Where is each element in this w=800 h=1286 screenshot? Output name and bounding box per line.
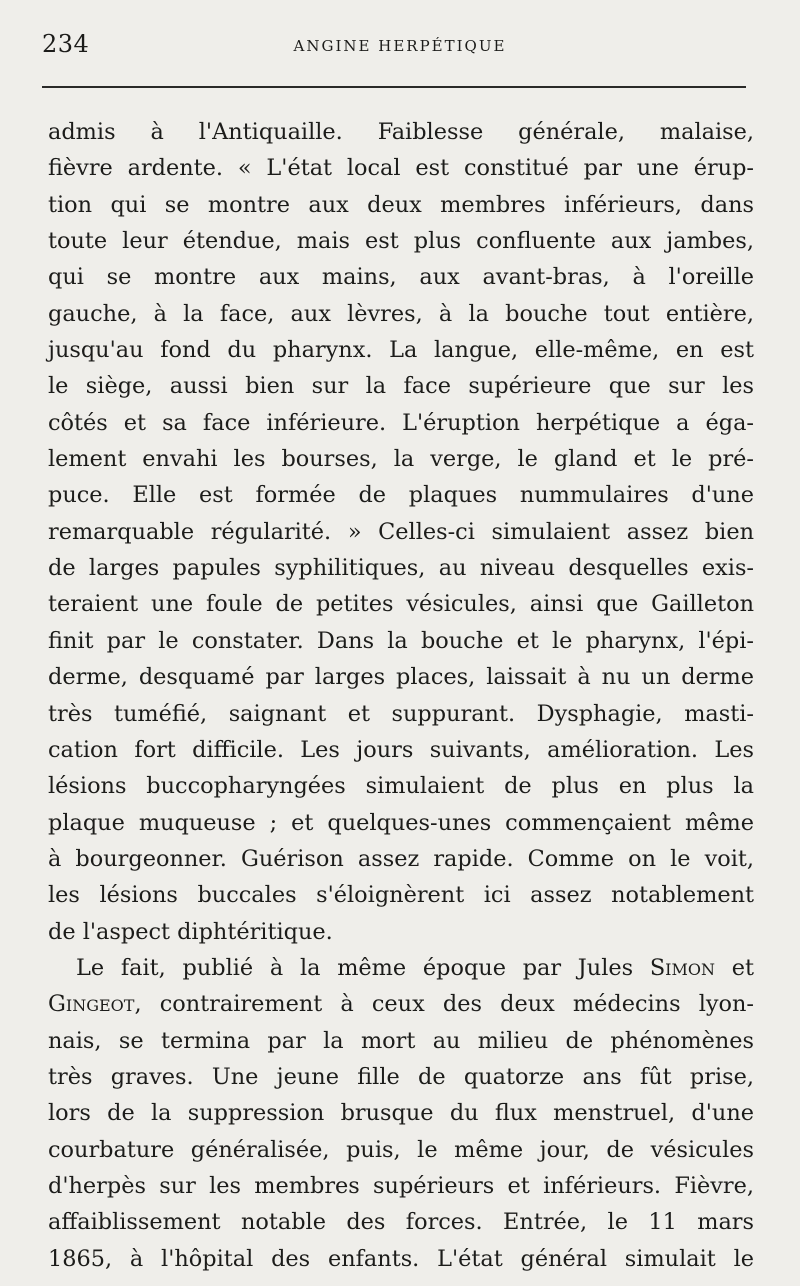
text-line: lésions buccopharyngées simulaient de plus en plus la bbox=[48, 773, 754, 800]
text-line: qui se montre aux mains, aux avant-bras, à l'oreille bbox=[48, 264, 754, 291]
text-line: jusqu'au fond du pharynx. La langue, elle-même, en est bbox=[48, 337, 754, 364]
text-line: d'herpès sur les membres supérieurs et inférieurs. Fièvre, bbox=[48, 1172, 754, 1199]
text-fragment: Le fait, publié à la même époque par Jules bbox=[76, 954, 650, 981]
text-line bbox=[48, 950, 754, 986]
text-line: fièvre ardente. « L'état local est constitué par une érup- bbox=[48, 155, 754, 182]
text-line bbox=[48, 986, 754, 1022]
page-number: 234 bbox=[42, 30, 90, 58]
running-head: ANGINE HERPÉTIQUE bbox=[293, 37, 507, 55]
text-line: le siège, aussi bien sur la face supérieure que sur les bbox=[48, 373, 754, 400]
text-line: plaque muqueuse ; et quelques-unes commençaient même bbox=[48, 809, 754, 836]
text-line: de larges papules syphilitiques, au niveau desquelles exis- bbox=[48, 555, 754, 582]
text-line: cation fort difficile. Les jours suivants, amélioration. Les bbox=[48, 736, 754, 763]
text-line: de l'aspect diphtéritique. bbox=[48, 918, 333, 945]
author-name: Simon bbox=[649, 954, 716, 981]
text-fragment: , contrairement à ceux des deux médecins lyon- bbox=[134, 991, 754, 1018]
text-line: tion qui se montre aux deux membres inférieurs, dans bbox=[48, 191, 754, 218]
text-line: très graves. Une jeune fille de quatorze ans fût prise, bbox=[48, 1063, 754, 1090]
text-line: très tuméfié, saignant et suppurant. Dysphagie, masti- bbox=[48, 700, 754, 727]
text-line: teraient une foule de petites vésicules, ainsi que Gailleton bbox=[48, 591, 754, 618]
text-line: finit par le constater. Dans la bouche et le pharynx, l'épi- bbox=[48, 627, 754, 654]
paragraph-2 bbox=[48, 950, 754, 1277]
text-line: nais, se termina par la mort au milieu de phénomènes bbox=[48, 1027, 754, 1054]
text-line: côtés et sa face inférieure. L'éruption herpétique a éga- bbox=[48, 409, 754, 436]
header-rule bbox=[42, 86, 746, 88]
text-line: lors de la suppression brusque du flux menstruel, d'une bbox=[48, 1100, 754, 1127]
text-line: 1865, à l'hôpital des enfants. L'état général simulait le bbox=[48, 1245, 754, 1272]
text-line: derme, desquamé par larges places, laissait à nu un derme bbox=[48, 664, 754, 691]
text-line: lement envahi les bourses, la verge, le gland et le pré- bbox=[48, 446, 754, 473]
text-line: à bourgeonner. Guérison assez rapide. Comme on le voit, bbox=[48, 845, 754, 872]
text-line: gauche, à la face, aux lèvres, à la bouche tout entière, bbox=[48, 300, 754, 327]
text-line: les lésions buccales s'éloignèrent ici assez notablement bbox=[48, 882, 754, 909]
text-line: courbature généralisée, puis, le même jour, de vésicules bbox=[48, 1136, 754, 1163]
author-name: Gingeot bbox=[48, 991, 135, 1018]
text-line: puce. Elle est formée de plaques nummulaires d'une bbox=[48, 482, 754, 509]
text-fragment: et bbox=[715, 954, 754, 981]
text-line: remarquable régularité. » Celles-ci simulaient assez bien bbox=[48, 518, 754, 545]
paragraph-1 bbox=[48, 114, 754, 950]
body-text bbox=[48, 114, 754, 1277]
text-line: affaiblissement notable des forces. Entrée, le 11 mars bbox=[48, 1209, 754, 1236]
text-line: toute leur étendue, mais est plus confluente aux jambes, bbox=[48, 228, 754, 255]
text-line: admis à l'Antiquaille. Faiblesse générale, malaise, bbox=[48, 119, 754, 145]
